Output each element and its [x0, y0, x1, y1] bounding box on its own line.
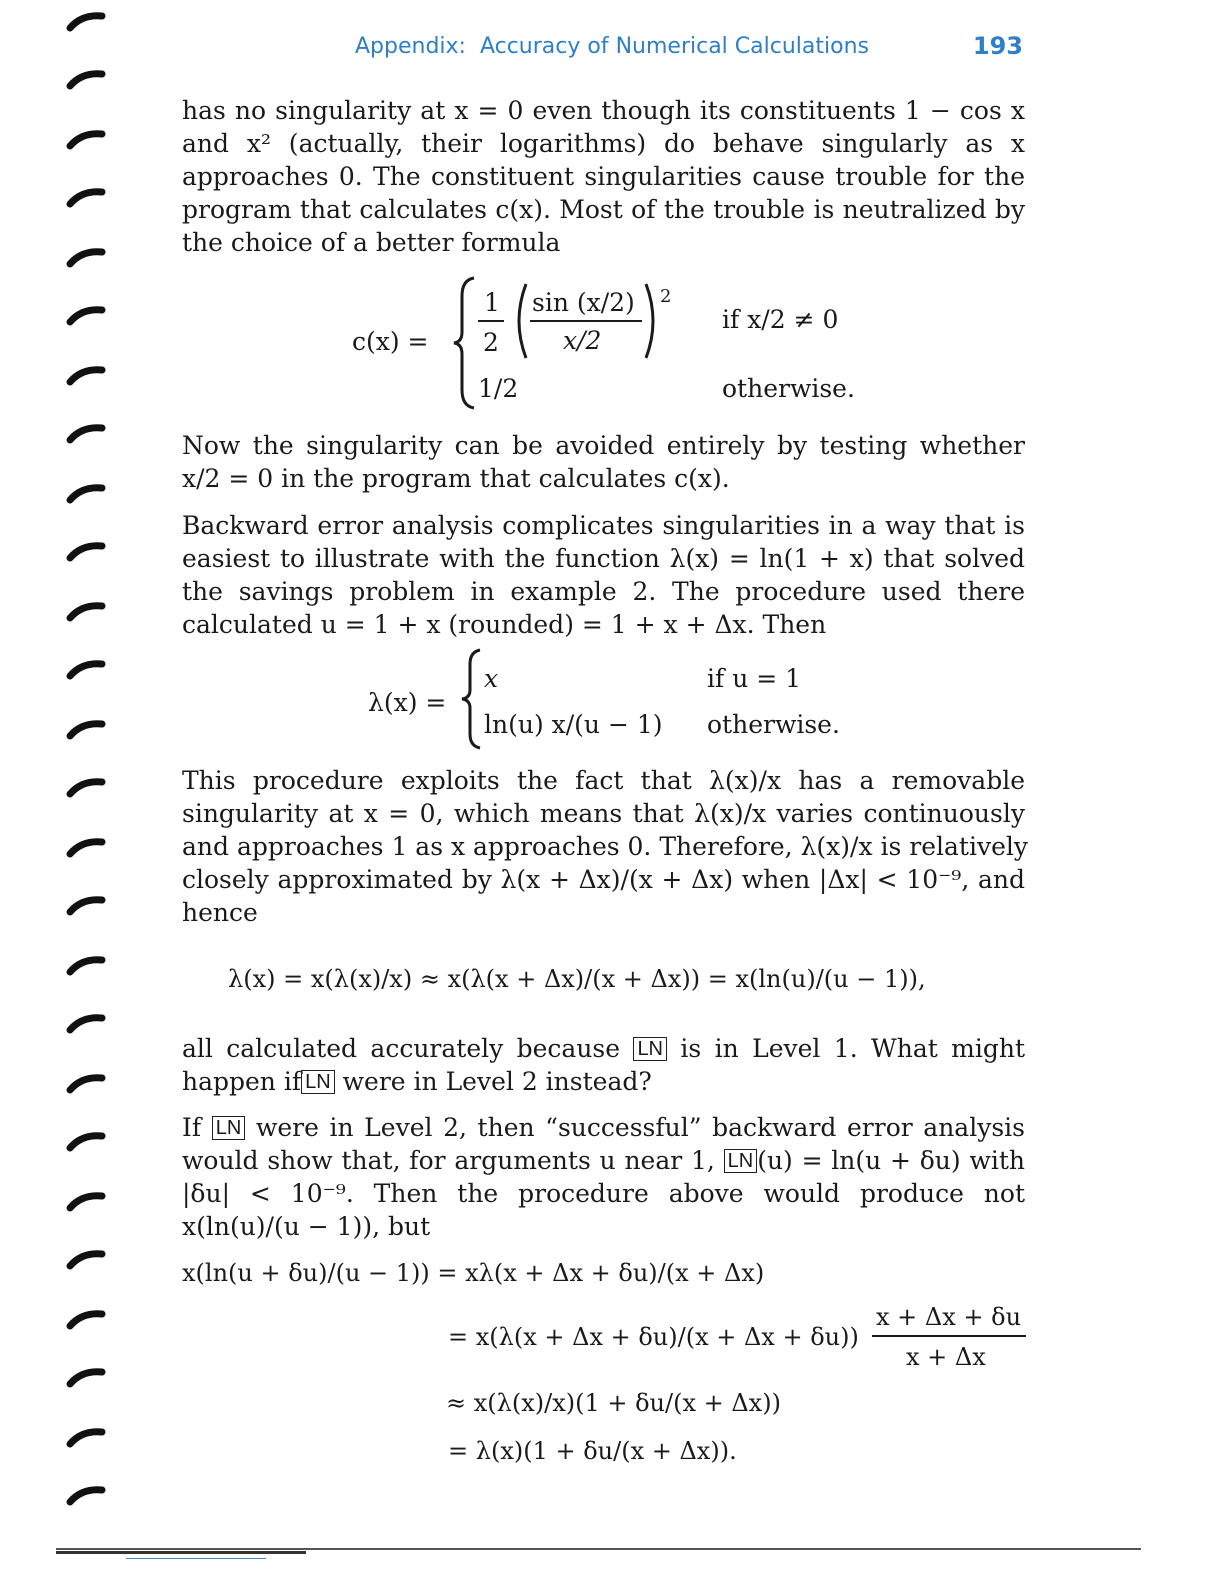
left-brace-icon [460, 648, 484, 750]
text-line: the choice of a better formula [182, 228, 561, 257]
text-line: Backward error analysis complicates singularities in a way that is [182, 511, 1025, 540]
binding-marks-icon [52, 0, 122, 1584]
text-span: (u) = ln(u + δu) with [757, 1146, 1025, 1175]
text-line [182, 1065, 1025, 1098]
text-span: happen if [182, 1067, 302, 1096]
running-header [355, 34, 1023, 68]
text-line [182, 1144, 1025, 1177]
ln-key: LN [633, 1037, 667, 1061]
eq-lam-lhs: λ(x) = [368, 688, 447, 717]
eq-d4: = λ(x)(1 + δu/(x + Δx)). [448, 1437, 737, 1465]
eq-d2-num: x + Δx + δu [876, 1303, 1022, 1331]
eq-c-two: 2 [483, 328, 499, 357]
text-span: If [182, 1113, 202, 1142]
left-paren-icon [510, 282, 530, 360]
text-span: all calculated accurately because [182, 1034, 621, 1063]
eq-c-half: 1/2 [478, 374, 519, 403]
eq-lam-case1: x [484, 664, 499, 693]
eq-c-sin: sin (x/2) [532, 288, 635, 317]
paragraph-4 [182, 764, 1028, 929]
right-paren-icon [642, 282, 662, 360]
section-title: Appendix: Accuracy of Numerical Calculations [355, 34, 869, 59]
text-line: x(ln(u)/(u − 1)), but [182, 1212, 431, 1241]
text-line: and x² (actually, their logarithms) do behave singularly as x [182, 129, 1025, 158]
text-line: closely approximated by λ(x + Δx)/(x + Δx) when |Δx| < 10⁻⁹, and [182, 865, 1025, 894]
text-span: would show that, for arguments u near 1, [182, 1146, 715, 1175]
eq-lam-cond1: if u = 1 [707, 664, 802, 693]
text-line: singularity at x = 0, which means that λ(x)/x varies continuously [182, 799, 1025, 828]
paragraph-1 [182, 94, 1025, 259]
paragraph-3 [182, 509, 1025, 641]
eq-c-lhs: c(x) = [352, 327, 429, 356]
text-line [182, 1032, 1025, 1065]
eq-c-cond1: if x/2 ≠ 0 [722, 305, 839, 334]
eq-c-den: x/2 [563, 326, 602, 355]
page-number: 193 [972, 32, 1023, 60]
eq-c-cond2: otherwise. [722, 374, 855, 403]
eq-c-one: 1 [484, 288, 500, 317]
text-line: and approaches 1 as x approaches 0. Therefore, λ(x)/x is relatively [182, 832, 1028, 861]
text-line: hence [182, 898, 258, 927]
text-line: the savings problem in example 2. The procedure used there [182, 577, 1025, 606]
text-line: program that calculates c(x). Most of the trouble is neutralized by [182, 195, 1025, 224]
eq-c-exp: 2 [660, 286, 672, 307]
text-line: This procedure exploits the fact that λ(x)/x has a removable [182, 766, 1025, 795]
text-line [182, 1111, 1025, 1144]
paragraph-6 [182, 1111, 1025, 1243]
text-span: were in Level 2, then “successful” backward error analysis [255, 1113, 1025, 1142]
footer-rule-accent [56, 1551, 306, 1554]
spiral-binding [52, 0, 122, 1584]
text-span: were in Level 2 instead? [342, 1067, 652, 1096]
text-span: is in Level 1. What might [680, 1034, 1025, 1063]
eq-d3: ≈ x(λ(x)/x)(1 + δu/(x + Δx)) [446, 1389, 781, 1417]
footer-blue-line [126, 1558, 266, 1559]
ln-key: LN [724, 1149, 758, 1173]
eq-d1: x(ln(u + δu)/(u − 1)) = xλ(x + Δx + δu)/(x + Δx) [182, 1259, 765, 1287]
footer-rule [56, 1548, 1141, 1550]
left-brace-icon [452, 276, 478, 410]
paragraph-2 [182, 429, 1025, 495]
eq-lam-cond2: otherwise. [707, 710, 840, 739]
text-line: x/2 = 0 in the program that calculates c(x). [182, 464, 730, 493]
text-line: has no singularity at x = 0 even though its constituents 1 − cos x [182, 96, 1025, 125]
text-line: easiest to illustrate with the function λ(x) = ln(1 + x) that solved [182, 544, 1025, 573]
eq-d2-den: x + Δx [906, 1343, 986, 1371]
text-line: Now the singularity can be avoided entirely by testing whether [182, 431, 1025, 460]
text-line: calculated u = 1 + x (rounded) = 1 + x + Δx. Then [182, 610, 827, 639]
ln-key: LN [212, 1116, 246, 1140]
text-line: approaches 0. The constituent singularities cause trouble for the [182, 162, 1025, 191]
ln-key: LN [301, 1070, 335, 1094]
paragraph-5 [182, 1032, 1025, 1098]
eq-d2: = x(λ(x + Δx + δu)/(x + Δx + δu)) [448, 1323, 859, 1351]
eq-main: λ(x) = x(λ(x)/x) ≈ x(λ(x + Δx)/(x + Δx)) = x(ln(u)/(u − 1)), [228, 965, 926, 993]
eq-lam-case2: ln(u) x/(u − 1) [484, 710, 663, 739]
text-line: |δu| < 10⁻⁹. Then the procedure above would produce not [182, 1179, 1025, 1208]
